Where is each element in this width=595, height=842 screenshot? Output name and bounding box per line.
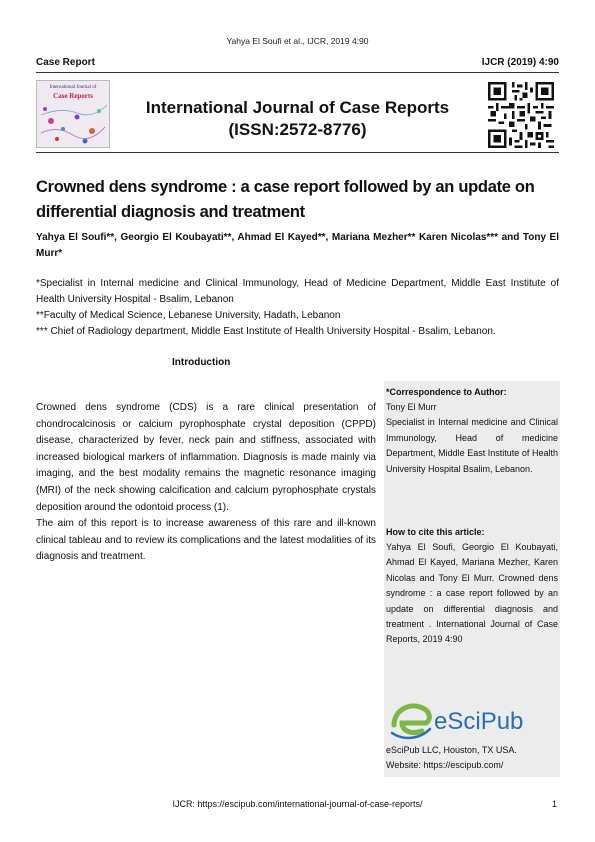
journal-title-line1: International Journal of Case Reports — [145, 98, 450, 117]
header-rule-top — [36, 72, 559, 73]
running-head: Yahya El Soufi et al., IJCR, 2019 4:90 — [226, 36, 369, 46]
affiliation-1: *Specialist in Internal medicine and Clinical Immunology, Head of Medicine Department, Middle East Institute of Health University Hospital - Bsalim, Lebanon — [36, 278, 559, 305]
escipub-logo-icon[interactable] — [390, 699, 540, 741]
intro-paragraph-1: Crowned dens syndrome (CDS) is a rare clinical presentation of chondrocalcinosis or calcium pyrophosphate crystal deposition (CPPD) disease, characterized by fever, neck pain and stiffness, associated with increased biological markers of inflammation. Diagnosis is made mainly via imaging, and the best modality remains the magnetic resonance imaging (MRI) of the neck showing calcification and calcium pyrophosphate crystals deposition around the odontoid process (1). — [36, 402, 376, 513]
publisher-block — [384, 743, 560, 774]
article-type-label: Case Report — [36, 57, 95, 68]
correspondence-block — [384, 385, 560, 477]
qr-code-icon[interactable] — [487, 82, 555, 148]
author-list: Yahya El Soufi**, Georgio El Koubayati**, Ahmad El Kayed**, Mariana Mezher** Karen Nicolas*** and Tony El Murr* — [36, 232, 559, 259]
section-heading-introduction: Introduction — [172, 357, 231, 368]
page-number: 1 — [551, 799, 557, 809]
publisher-website[interactable]: Website: https://escipub.com/ — [386, 760, 504, 771]
info-sidebar — [384, 381, 560, 777]
cover-small-title: International Journal of — [49, 85, 97, 90]
header-rule-bottom — [36, 152, 559, 153]
correspondence-detail: Specialist in Internal medicine and Clinical Immunology, Head of medicine Department, Middle East Institute of Health University Hospital Bsalim, Lebanon. — [386, 417, 558, 474]
logo-wordmark: eSciPub — [434, 708, 524, 735]
intro-paragraph-2: The aim of this report is to increase awareness of this rare and ill-known clinical tableau and to review its complications and the latest modalities of its diagnosis and treatment. — [36, 518, 376, 563]
citation-block — [384, 525, 560, 648]
citation-short-label: IJCR (2019) 4:90 — [481, 57, 559, 68]
correspondence-name: Tony El Murr — [386, 402, 437, 412]
footer-url[interactable]: IJCR: https://escipub.com/international-journal-of-case-reports/ — [172, 799, 423, 809]
journal-title-line2: (ISSN:2572-8776) — [228, 120, 367, 139]
affiliation-2: **Faculty of Medical Science, Lebanese University, Hadath, Lebanon — [36, 310, 341, 321]
introduction-body — [36, 400, 376, 566]
cover-art-icon — [37, 81, 109, 147]
cover-big-title: Case Reports — [53, 92, 93, 100]
affiliation-3: *** Chief of Radiology department, Middle East Institute of Health University Hospital - Bsalim, Lebanon. — [36, 326, 496, 337]
journal-cover-thumbnail — [36, 80, 110, 148]
journal-title — [120, 97, 475, 141]
article-title: Crowned dens syndrome : a case report followed by an update on differential diagnosis and treatment — [36, 178, 535, 221]
correspondence-heading: *Correspondence to Author: — [386, 387, 507, 397]
cite-heading: How to cite this article: — [386, 527, 485, 537]
cite-text: Yahya El Soufi, Georgio El Koubayati, Ahmad El Kayed, Mariana Mezher, Karen Nicolas and Tony El Murr. Crowned dens syndrome : a case report followed by an update on differential diagnosis and treatment . International Journal of Case Reports, 2019 4:90 — [386, 542, 558, 645]
affiliations — [36, 276, 559, 340]
publisher-line: eSciPub LLC, Houston, TX USA. — [386, 745, 517, 755]
